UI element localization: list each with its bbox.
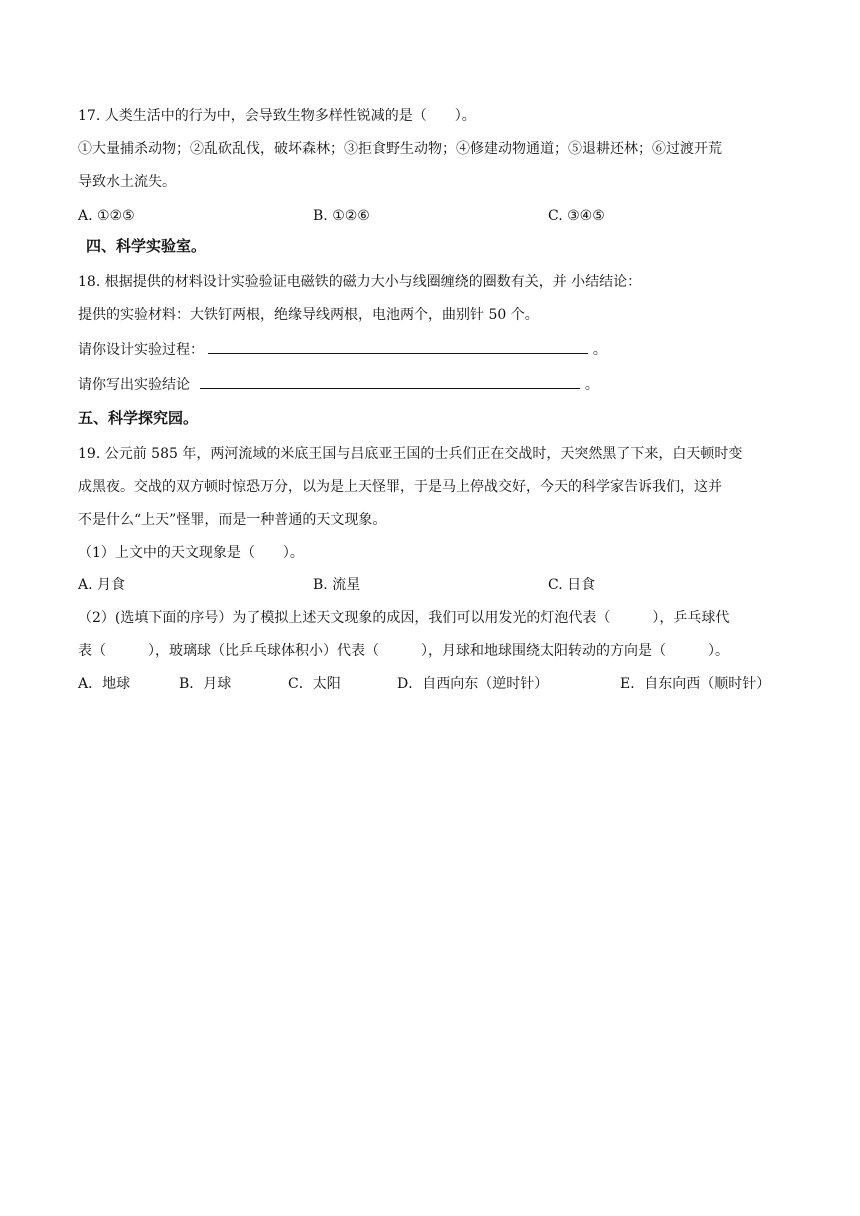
q18-stem: 18. 根据提供的材料设计实验验证电磁铁的磁力大小与线圈缠绕的圈数有关，并 小结结论： xyxy=(78,274,642,290)
q18-process-label: 请你设计实验过程： xyxy=(78,342,204,358)
q18-materials: 提供的实验材料：大铁钉两根，绝缘导线两根，电池两个，曲别针 50 个。 xyxy=(78,307,539,323)
q19-para-line2: 成黑夜。交战的双方顿时惊恐万分，以为是上天怪罪，于是马上停战交好，今天的科学家告诉我们，这并 xyxy=(78,479,722,495)
q19-sub1-option-a: A. 月食 xyxy=(78,577,126,593)
section-4-title: 四、科学实验室。 xyxy=(86,237,207,255)
q19-sub1-stem: （1）上文中的天文现象是（ ）。 xyxy=(78,545,304,561)
q19-para-line1: 19. 公元前 585 年，两河流域的米底王国与吕底亚王国的士兵们正在交战时，天突然黑了下来，白天顿时变 xyxy=(78,446,743,462)
q17-option-b: B. ①②⑥ xyxy=(313,208,370,224)
q19-sub1-option-c: C. 日食 xyxy=(548,577,596,593)
q17-stem: 17. 人类生活中的行为中，会导致生物多样性锐减的是（ ）。 xyxy=(78,108,476,124)
q18-conclusion-blank[interactable] xyxy=(200,374,580,389)
q19-sub1-option-b: B. 流星 xyxy=(313,577,361,593)
q19-sub2-option-c: C．太阳 xyxy=(288,676,341,692)
q18-process-blank[interactable] xyxy=(208,339,588,354)
q19-sub2-line2: 表（ ），玻璃球（比乒乓球体积小）代表（ ），月球和地球围绕太阳转动的方向是（ ）。 xyxy=(78,643,729,659)
q17-option-c: C. ③④⑤ xyxy=(548,208,605,224)
q19-sub2-option-b: B．月球 xyxy=(179,676,232,692)
q19-sub2-option-d: D．自西向东（逆时针） xyxy=(397,676,549,692)
q18-conclusion-row xyxy=(78,374,599,395)
q19-para-line3: 不是什么“上天”怪罪，而是一种普通的天文现象。 xyxy=(78,512,387,528)
q18-conclusion-period: 。 xyxy=(584,377,599,393)
q19-sub2-option-e: E．自东向西（顺时针） xyxy=(620,676,771,692)
q17-option-a: A. ①②⑤ xyxy=(78,208,135,224)
q19-sub2-option-a: A．地球 xyxy=(78,676,131,692)
q18-process-period: 。 xyxy=(592,342,607,358)
q18-process-row xyxy=(78,339,607,360)
q17-items-line1: ①大量捕杀动物；②乱砍乱伐，破坏森林；③拒食野生动物；④修建动物通道；⑤退耕还林；⑥过渡开荒 xyxy=(78,141,722,157)
section-5-title: 五、科学探究园。 xyxy=(78,409,199,427)
q18-conclusion-label: 请你写出实验结论 xyxy=(78,377,190,393)
q19-sub2-line1: （2）(选填下面的序号）为了模拟上述天文现象的成因，我们可以用发光的灯泡代表（ ），乒乓球代 xyxy=(78,610,730,626)
q17-items-line2: 导致水土流失。 xyxy=(78,174,176,190)
